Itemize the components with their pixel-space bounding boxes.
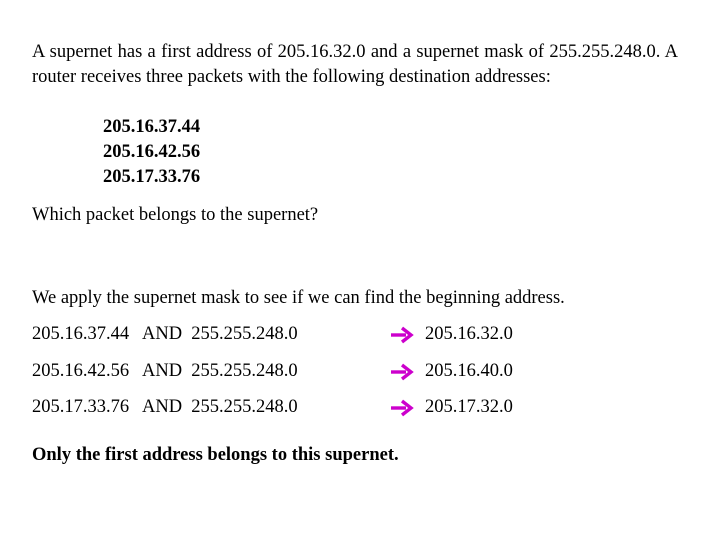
mask-result: 205.16.40.0 (425, 361, 513, 381)
mask-result: 205.16.32.0 (425, 324, 513, 344)
mask-expression: 205.16.42.56 AND 255.255.248.0 (32, 361, 298, 381)
mask-expression: 205.16.37.44 AND 255.255.248.0 (32, 324, 298, 344)
right-arrow-icon (389, 395, 415, 420)
mask-row-1 (32, 322, 692, 347)
destination-address-3: 205.17.33.76 (103, 167, 201, 187)
mask-row-3 (32, 395, 692, 420)
destination-address-1: 205.16.37.44 (103, 117, 201, 137)
right-arrow-icon (389, 359, 415, 384)
question-intro: A supernet has a first address of 205.16.32.0 and a supernet mask of 255.255.248.0. A router receives three packets with the following destination addresses: (32, 42, 678, 87)
destination-address-2: 205.16.42.56 (103, 142, 201, 162)
mask-result: 205.17.32.0 (425, 397, 513, 417)
mask-row-2 (32, 359, 692, 384)
answer-explanation: We apply the supernet mask to see if we can find the beginning address. (32, 288, 565, 308)
answer-conclusion: Only the first address belongs to this supernet. (32, 445, 399, 465)
question-prompt: Which packet belongs to the supernet? (32, 205, 319, 225)
right-arrow-icon (389, 322, 415, 347)
mask-expression: 205.17.33.76 AND 255.255.248.0 (32, 397, 298, 417)
